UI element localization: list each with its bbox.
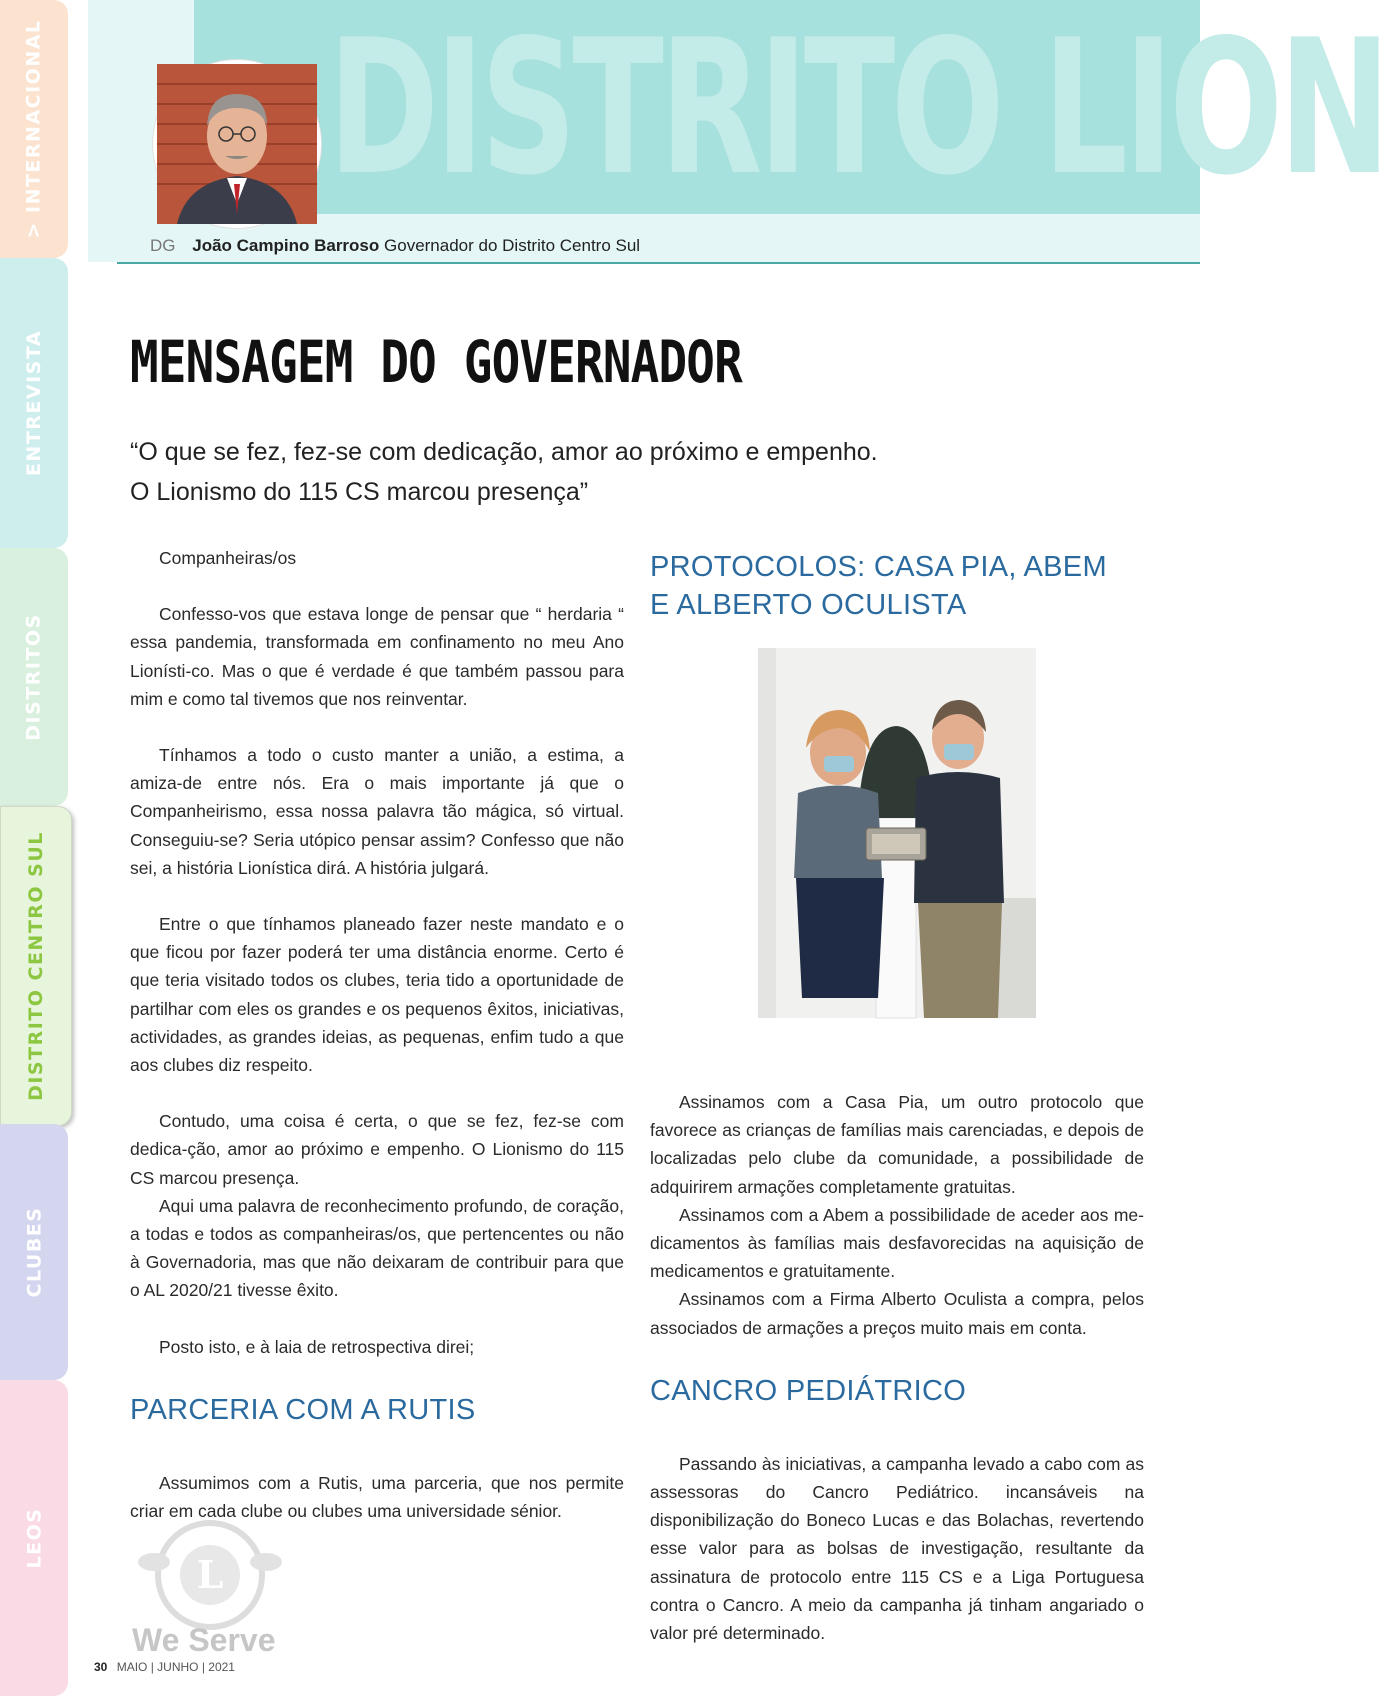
svg-text:L: L: [196, 1552, 224, 1597]
section-tabs: [0, 0, 70, 1696]
page-footer: [94, 1660, 235, 1674]
section-heading-cancro: CANCRO PEDIÁTRICO: [650, 1374, 967, 1407]
paragraph: Assinamos com a Abem a possibilidade de aceder aos me-dicamentos às famílias mais desfavorecidas na aquisição de medicamentos e gratuitamente.: [650, 1204, 1144, 1282]
page-number: 30: [94, 1660, 108, 1674]
paragraph: Passando às iniciativas, a campanha levado a cabo com as assessoras do Cancro Pediátrico. incansáveis na disponibilização do Boneco Lucas e das Bolachas, revertendo esse valor para as bolsas de investigação, resultante da assinatura de protocolo entre 115 CS e a Liga Portuguesa contra o Cancro. A meio da campanha já tinham angariado o valor pré determinado.: [650, 1453, 1144, 1644]
byline-prefix: DG: [150, 236, 176, 255]
tab-distritos[interactable]: [0, 548, 68, 806]
byline-role: Governador do Distrito Centro Sul: [384, 236, 641, 255]
salutation: Companheiras/os: [159, 548, 297, 568]
author-byline: [150, 236, 640, 256]
quote-line: “O que se fez, fez-se com dedicação, amor ao próximo e empenho.: [130, 438, 878, 466]
tab-label: DISTRITO CENTRO SUL: [25, 831, 48, 1101]
section-heading-protocolos: [650, 548, 1144, 624]
paragraph: Assinamos com a Casa Pia, um outro protocolo que favorece as crianças de famílias mais carenciadas, e depois de localizadas pelo clube da comunidade, a possibilidade de adquirirem armações completamente gratuitas.: [650, 1092, 1144, 1197]
quote-line: O Lionismo do 115 CS marcou presença”: [130, 478, 589, 506]
protocol-photo: [758, 648, 1036, 1018]
tab-distrito-centro-sul[interactable]: [0, 806, 72, 1126]
heading-line: PROTOCOLOS: CASA PIA, ABEM: [650, 551, 1107, 583]
we-serve-motto: We Serve: [132, 1622, 276, 1658]
tab-entrevista[interactable]: [0, 258, 68, 548]
tab-label: > INTERNACIONAL: [23, 19, 45, 239]
paragraph: Entre o que tínhamos planeado fazer neste mandato e o que ficou por fazer poderá ter uma distância enorme. Certo é que teria visitado todos os clubes, teria tido a oportunidade de partilhar com eles os grandes e os pequenos êxitos, iniciativas, actividades, as grandes ideias, as pequenas, enfim tudo a que aos clubes diz respeito.: [130, 914, 624, 1076]
page-title: MENSAGEM DO GOVERNADOR: [130, 328, 742, 396]
governor-portrait: [153, 60, 321, 228]
byline-name: João Campino Barroso: [192, 236, 380, 255]
left-column: [130, 544, 624, 1525]
header-divider: [117, 262, 1200, 264]
paragraph: Contudo, uma coisa é certa, o que se fez, fez-se com dedica-ção, amor ao próximo e empenho. O Lionismo do 115 CS marcou presença.: [130, 1111, 624, 1188]
paragraph: Assumimos com a Rutis, uma parceria, que nos permite criar em cada clube ou clubes uma universidade sénior.: [130, 1472, 624, 1522]
paragraph: Tínhamos a todo o custo manter a união, a estima, a amiza-de entre nós. Era o mais importante já que o Companheirismo, essa nossa palavra tão mágica, só virtual. Conseguiu-se? Seria utópico pensar assim? Confesso que não sei, a história Lionística dirá. A história julgará.: [130, 745, 624, 878]
tab-internacional[interactable]: [0, 0, 68, 258]
tab-label: ENTREVISTA: [23, 329, 46, 477]
tab-label: CLUBES: [23, 1206, 46, 1298]
paragraph: Confesso-vos que estava longe de pensar que “ herdaria “ essa pandemia, transformada em confinamento no meu Ano Lionísti-co. Mas o que é verdade é que também passou para mim e como tal tivemos que nos reinventar.: [130, 604, 624, 709]
header-watermark: DISTRITO LION: [328, 0, 1387, 216]
heading-line: E ALBERTO OCULISTA: [650, 589, 967, 621]
paragraph: Posto isto, e à laia de retrospectiva direi;: [159, 1336, 475, 1357]
tab-label: LEOS: [22, 1507, 45, 1569]
pull-quote: [130, 432, 1030, 512]
tab-label: DISTRITOS: [23, 613, 46, 741]
tab-leos[interactable]: [0, 1380, 68, 1696]
issue-date: MAIO | JUNHO | 2021: [116, 1660, 235, 1674]
section-heading-rutis: PARCERIA COM A RUTIS: [130, 1393, 476, 1426]
header-band: [194, 0, 1387, 216]
paragraph: Assinamos com a Firma Alberto Oculista a compra, pelos associados de armações a preços muito mais em conta.: [650, 1289, 1144, 1338]
tab-clubes[interactable]: [0, 1124, 68, 1380]
paragraph: Aqui uma palavra de reconhecimento profundo, de coração, a todas e todos as companheiras/os, que pertencentes ou não à Governadoria, mas que não deixaram de contribuir para que o AL 2020/21 tivesse êxito.: [130, 1195, 625, 1301]
